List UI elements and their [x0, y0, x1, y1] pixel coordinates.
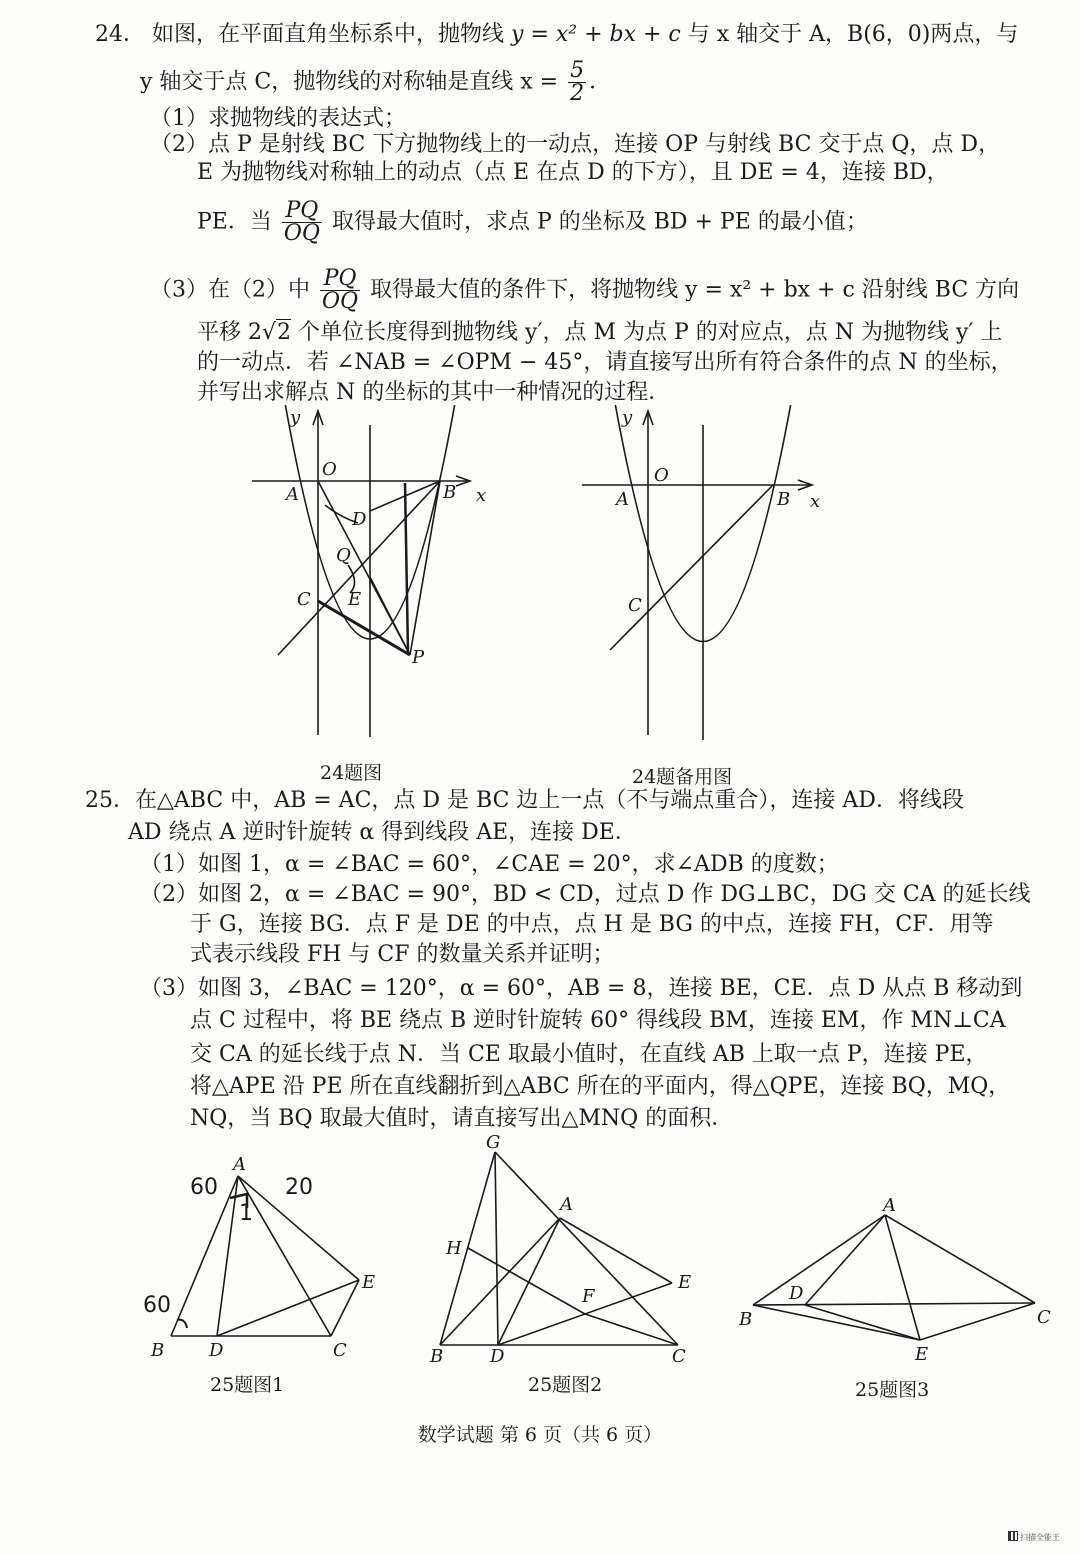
q24-part2-line3-a: PE．当: [197, 209, 272, 235]
fraction-denominator: OQ: [283, 221, 320, 246]
pq-oq-fraction: [282, 200, 322, 245]
fig25-3: [735, 1195, 1055, 1360]
label-b: B: [777, 489, 791, 510]
label-o: O: [654, 465, 669, 486]
label-f: F: [582, 1286, 595, 1307]
q24-part3-line3: 的一动点．若 ∠NAB = ∠OPM − 45°，请直接写出所有符合条件的点 N 的坐标，: [197, 350, 1013, 375]
fig24-main: [240, 405, 510, 745]
scanner-watermark: 扫描全能王: [1020, 1533, 1060, 1542]
fig25-1: [135, 1150, 395, 1375]
segment-ac: [238, 1176, 331, 1336]
segment-ce: [331, 1280, 359, 1336]
q24-part3-line2-b: 个单位长度得到抛物线 y′，点 M 为点 P 的对应点，点 N 为抛物线 y′ 上: [298, 320, 1003, 345]
label-d: D: [209, 1340, 224, 1361]
sqrt-radicand: 2: [277, 320, 292, 345]
ray-bc: [610, 485, 773, 650]
label-b: B: [430, 1346, 444, 1367]
q25-part3-line1: （3）如图 3，∠BAC = 120°，α = 60°，AB = 8，连接 BE，CE．点 D 从点 B 移动到: [140, 976, 1023, 1001]
label-d: D: [490, 1346, 505, 1367]
segment-ae: [885, 1215, 920, 1340]
q24-line2: y 轴交于点 C，抛物线的对称轴是直线 x = $\frac{5}{2}$ ．: [140, 58, 612, 106]
segment-gd: [495, 1152, 498, 1345]
pencil-stroke-vertical: [405, 483, 408, 653]
sqrt-two: √2: [262, 320, 292, 345]
q24-number: 24．: [95, 22, 145, 47]
fraction-denominator: OQ: [322, 289, 359, 314]
q24-part2-line3-b: 取得最大值时，求点 P 的坐标及 BD + PE 的最小值；: [331, 209, 868, 235]
q24-part3-line2-a: 平移 2: [197, 320, 262, 345]
label-d: D: [352, 509, 367, 530]
label-a: A: [233, 1154, 246, 1175]
hand-note-20: 20: [285, 1175, 313, 1200]
segment-de: [217, 1280, 359, 1336]
label-c: C: [628, 595, 642, 616]
q24-stem-eq: y = x² + bx + c: [511, 22, 681, 47]
segment-de: [805, 1305, 920, 1340]
label-y: y: [290, 407, 301, 428]
hand-arc-b: [177, 1320, 187, 1328]
label-h: H: [446, 1238, 462, 1259]
q24-stem-2: 与 x 轴交于 A，B(6，0)两点，与: [687, 22, 1019, 47]
ray-bc: [278, 481, 440, 655]
q24-stem-1: 如图，在平面直角坐标系中，抛物线: [152, 22, 505, 47]
label-x: x: [476, 485, 487, 506]
q25-part3-line2: 点 C 过程中，将 BE 绕点 B 逆时针旋转 60° 得线段 BM，连接 EM，作 MN⊥CA: [190, 1008, 1006, 1033]
label-e: E: [362, 1272, 376, 1293]
label-e: E: [915, 1344, 929, 1360]
q25-part2-line2: 于 G，连接 BG．点 F 是 DE 的中点，点 H 是 BG 的中点，连接 FH，CF．用等: [190, 912, 994, 937]
q24-part3-line2: [197, 318, 1002, 348]
hand-note-60-left: 60: [143, 1293, 171, 1318]
label-c: C: [672, 1346, 686, 1367]
pq-oq-fraction-2: [320, 268, 360, 313]
q25-part3-line4: 将△APE 沿 PE 所在直线翻折到△ABC 所在的平面内，得△QPE，连接 BQ，MQ，: [190, 1074, 1011, 1099]
q25-part3-line3: 交 CA 的延长线于点 N．当 CE 取最小值时，在直线 AB 上取一点 P，连接 PE，: [190, 1042, 988, 1067]
label-a: A: [883, 1195, 896, 1216]
label-d: D: [789, 1283, 804, 1304]
label-b: B: [151, 1340, 165, 1361]
label-e: E: [348, 589, 362, 610]
label-c: C: [1037, 1307, 1051, 1328]
label-g: G: [486, 1132, 501, 1153]
fig24-backup: [570, 405, 840, 750]
fraction-numerator: PQ: [320, 268, 360, 291]
segment-ad: [805, 1215, 885, 1305]
fraction-numerator: PQ: [282, 200, 322, 223]
segment-be: [753, 1305, 920, 1340]
label-p: P: [412, 647, 425, 668]
fig25-1-caption: 25题图1: [210, 1374, 285, 1396]
fig25-2: [420, 1130, 720, 1370]
label-b: B: [739, 1309, 753, 1330]
label-q: Q: [336, 545, 351, 566]
q24-part2-line2: E 为抛物线对称轴上的动点（点 E 在点 D 的下方），且 DE = 4，连接 BD，: [197, 160, 949, 185]
q25-line2: AD 绕点 A 逆时针旋转 α 得到线段 AE，连接 DE．: [128, 820, 637, 845]
qr-code-icon: [1008, 1531, 1018, 1541]
axis-fraction-denominator: 2: [570, 81, 585, 106]
segment-ac: [885, 1215, 1035, 1303]
label-x: x: [810, 491, 821, 512]
label-c: C: [333, 1340, 347, 1361]
q24-part3-a: （3）在（2）中: [150, 277, 310, 303]
page-footer: 数学试题 第 6 页（共 6 页）: [417, 1424, 663, 1446]
q24-stem-3: y 轴交于点 C，抛物线的对称轴是直线 x =: [140, 69, 559, 95]
label-o: O: [322, 459, 337, 480]
q25-part3-line5: NQ，当 BQ 取最大值时，请直接写出△MNQ 的面积．: [190, 1106, 734, 1131]
fig24-caption: 24题图: [320, 762, 383, 784]
q24-part1: （1）求抛物线的表达式；: [150, 106, 406, 131]
q24-axis-fraction: [568, 60, 586, 105]
hand-note-1: 1: [239, 1201, 253, 1226]
segment-ab: [753, 1215, 885, 1305]
q24-part2-line3: [197, 200, 868, 245]
label-a: A: [286, 484, 299, 505]
label-c: C: [297, 589, 311, 610]
q24-part3-b: 取得最大值的条件下，将抛物线 y = x² + bx + c 沿射线 BC 方向: [370, 277, 1020, 303]
q24-part3-line1: [150, 268, 1019, 313]
fig25-3-caption: 25题图3: [855, 1379, 930, 1401]
fig24-backup-caption: 24题备用图: [632, 766, 733, 788]
label-e: E: [678, 1272, 692, 1293]
q25-part2-line1: （2）如图 2，α = ∠BAC = 90°，BD < CD，过点 D 作 DG⊥BC，DG 交 CA 的延长线: [140, 882, 1031, 907]
label-y: y: [622, 407, 633, 428]
q24-part3-line4: 并写出求解点 N 的坐标的其中一种情况的过程．: [197, 380, 671, 405]
axis-fraction-numerator: 5: [570, 58, 585, 83]
q24-line1: [95, 20, 1018, 50]
label-a: A: [560, 1194, 573, 1215]
q24-part2-line1: （2）点 P 是射线 BC 下方抛物线上的一动点，连接 OP 与射线 BC 交于点 Q，点 D，: [150, 132, 1001, 157]
hand-note-60-top: 60: [190, 1175, 218, 1200]
fig25-2-caption: 25题图2: [528, 1374, 603, 1396]
q25-part2-line3: 式表示线段 FH 与 CF 的数量关系并证明；: [190, 942, 615, 967]
q25-line1: 25．在△ABC 中，AB = AC，点 D 是 BC 边上一点（不与端点重合），连接 AD．将线段: [85, 788, 964, 813]
segment-gc: [495, 1152, 678, 1345]
label-b: B: [443, 482, 457, 503]
segment-bp: [410, 481, 440, 655]
q25-part1: （1）如图 1，α = ∠BAC = 60°，∠CAE = 20°，求∠ADB 的度数；: [140, 852, 839, 877]
segment-hf: [468, 1248, 585, 1314]
label-a: A: [616, 489, 629, 510]
segment-ce: [920, 1303, 1035, 1340]
segment-ae: [560, 1218, 672, 1283]
